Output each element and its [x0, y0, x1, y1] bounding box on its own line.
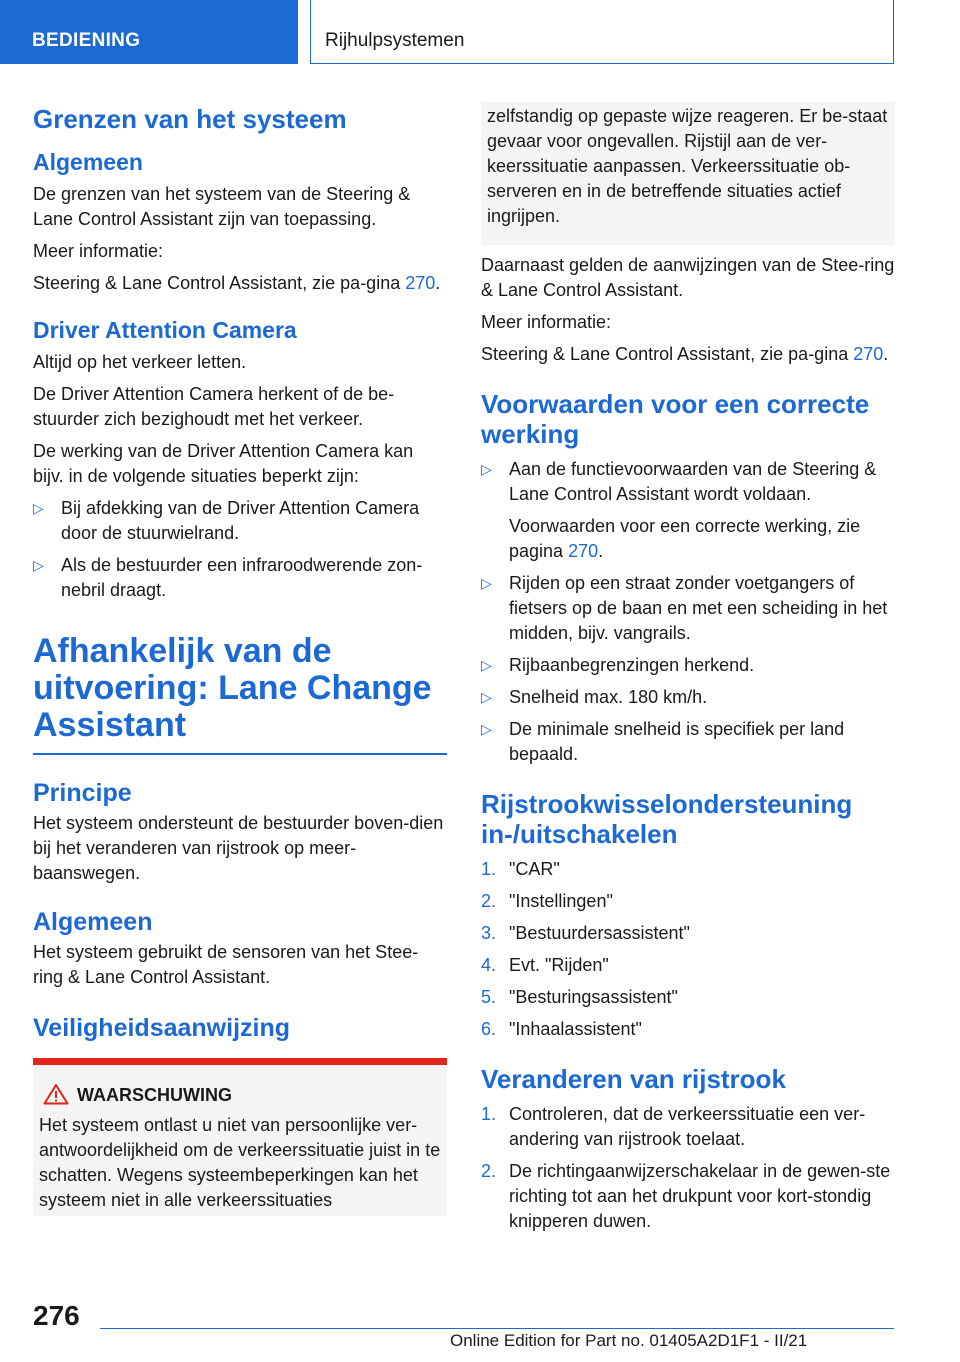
heading-general-1: Algemeen	[33, 149, 143, 175]
step-text: "Instellingen"	[509, 891, 613, 911]
warning-text-continued: zelfstandig op gepaste wijze reageren. Er be-staat gevaar voor ongevallen. Rijstijl aan de ver-keerssituatie aanpassen. Verkeerssituatie ob-serveren en in de betreffende situaties actief ingrijpen.	[487, 106, 888, 226]
list-item	[481, 921, 895, 946]
warning-text: Het systeem ontlast u niet van persoonlijke ver-antwoordelijkheid om de verkeerssituatie juist in te schatten. Wegens systeembeperkingen kan het systeem niet in alle verkeerssituaties	[39, 1115, 441, 1210]
page-link-270-b[interactable]: 270	[853, 344, 884, 364]
paragraph-dac-3: De werking van de Driver Attention Camera kan bijv. in de volgende situaties beperkt zijn:	[33, 441, 414, 486]
bullet-subtext-text: Voorwaarden voor een correcte werking, zie pagina	[509, 516, 861, 561]
warning-box	[33, 1058, 447, 1216]
heading-conditions: Voorwaarden voor een correcte werking	[481, 389, 870, 449]
list-item	[481, 571, 895, 646]
heading-underline	[33, 753, 447, 755]
warning-box-continued	[481, 102, 895, 245]
change-steps-list	[481, 1102, 895, 1234]
triangle-bullet-icon: ▷	[33, 557, 44, 573]
step-text: "CAR"	[509, 859, 560, 879]
list-item	[481, 1017, 895, 1042]
footer-edition: Online Edition for Part no. 01405A2D1F1 - II/21	[450, 1331, 808, 1350]
paragraph-dac-1: Altijd op het verkeer letten.	[33, 352, 247, 372]
step-text: Controleren, dat de verkeerssituatie een ver-andering van rijstrook toelaat.	[509, 1104, 866, 1149]
paragraph-also-applies: Daarnaast gelden de aanwijzingen van de Stee-ring & Lane Control Assistant.	[481, 255, 895, 300]
heading-principle: Principe	[33, 779, 132, 807]
step-text: "Besturingsassistent"	[509, 987, 678, 1007]
reference-text-1: Steering & Lane Control Assistant, zie pa-gina	[33, 273, 406, 293]
list-item	[33, 553, 447, 603]
heading-safety-notice: Veiligheidsaanwijzing	[33, 1014, 291, 1042]
list-item	[481, 653, 895, 678]
step-number: 6.	[481, 1019, 497, 1039]
bullet-text: Snelheid max. 180 km/h.	[509, 687, 708, 707]
header-section-tab	[0, 0, 298, 64]
warning-title	[39, 1083, 441, 1107]
bullet-subtext: Voorwaarden voor een correcte werking, zie pagina 270.	[509, 516, 861, 561]
conditions-bullet-list	[481, 457, 895, 767]
step-number: 1.	[481, 859, 497, 879]
paragraph-more-info-2: Meer informatie:	[481, 312, 612, 332]
step-text: De richtingaanwijzerschakelaar in de gewen-ste richting tot aan het drukpunt voor kort-stondig knipperen duwen.	[509, 1161, 891, 1231]
reference-text-2: Steering & Lane Control Assistant, zie pa-gina	[481, 344, 854, 364]
heading-general-2: Algemeen	[33, 908, 153, 936]
left-column	[33, 96, 447, 1216]
list-item	[481, 717, 895, 767]
list-item	[481, 857, 895, 882]
step-text: "Bestuurdersassistent"	[509, 923, 690, 943]
step-text: "Inhaalassistent"	[509, 1019, 642, 1039]
step-number: 3.	[481, 923, 497, 943]
right-column	[481, 102, 895, 1234]
step-number: 1.	[481, 1104, 497, 1124]
step-number: 4.	[481, 955, 497, 975]
page-link-270-c[interactable]: 270	[568, 541, 599, 561]
header-section-label: BEDIENING	[32, 30, 141, 51]
step-number: 2.	[481, 1161, 497, 1181]
bullet-text: Rijbaanbegrenzingen herkend.	[509, 655, 755, 675]
list-item	[481, 953, 895, 978]
paragraph-dac-2: De Driver Attention Camera herkent of de be-stuurder zich bezighoudt met het verkeer.	[33, 384, 395, 429]
heading-toggle-lane-change: Rijstrookwisselondersteuning in-/uitschakelen	[481, 789, 853, 849]
heading-limits: Grenzen van het systeem	[33, 104, 347, 134]
list-item	[481, 1159, 895, 1234]
bullet-text: Als de bestuurder een infraroodwerende zon-nebril draagt.	[61, 555, 423, 600]
list-item	[481, 685, 895, 710]
paragraph-principle: Het systeem ondersteunt de bestuurder boven-dien bij het veranderen van rijstrook op meer-baanswegen.	[33, 813, 444, 883]
paragraph-general-1: De grenzen van het systeem van de Steering & Lane Control Assistant zijn van toepassing.	[33, 184, 411, 229]
paragraph-reference-1: Steering & Lane Control Assistant, zie pa-gina 270.	[33, 273, 441, 293]
list-item	[33, 496, 447, 546]
heading-change-lane: Veranderen van rijstrook	[481, 1064, 786, 1094]
dac-bullet-list	[33, 496, 447, 603]
step-number: 5.	[481, 987, 497, 1007]
heading-driver-attention-camera: Driver Attention Camera	[33, 317, 297, 343]
warning-triangle-icon	[43, 1083, 69, 1105]
paragraph-reference-2: Steering & Lane Control Assistant, zie pa-gina 270.	[481, 344, 889, 364]
heading-lane-change-assistant: Afhankelijk van de uitvoering: Lane Change Assistant	[33, 632, 432, 744]
triangle-bullet-icon: ▷	[481, 721, 492, 737]
triangle-bullet-icon: ▷	[481, 575, 492, 591]
bullet-text: Aan de functievoorwaarden van de Steering & Lane Control Assistant wordt voldaan.	[509, 459, 877, 504]
triangle-bullet-icon: ▷	[481, 657, 492, 673]
footer-divider	[100, 1328, 894, 1329]
header-chapter-label: Rijhulpsystemen	[325, 30, 465, 51]
toggle-steps-list	[481, 857, 895, 1042]
warning-title-text: WAARSCHUWING	[77, 1085, 232, 1105]
bullet-text: De minimale snelheid is specifiek per land bepaald.	[509, 719, 845, 764]
page-number: 276	[33, 1300, 80, 1331]
bullet-text: Rijden op een straat zonder voetgangers of fietsers op de baan en met een scheiding in het midden, bijv. vangrails.	[509, 573, 888, 643]
paragraph-more-info-1: Meer informatie:	[33, 241, 164, 261]
list-item	[481, 457, 895, 564]
triangle-bullet-icon: ▷	[481, 461, 492, 477]
step-number: 2.	[481, 891, 497, 911]
paragraph-general-2: Het systeem gebruikt de sensoren van het Stee-ring & Lane Control Assistant.	[33, 942, 419, 987]
list-item	[481, 889, 895, 914]
triangle-bullet-icon: ▷	[481, 689, 492, 705]
list-item	[481, 985, 895, 1010]
bullet-text: Bij afdekking van de Driver Attention Camera door de stuurwielrand.	[61, 498, 420, 543]
header-chapter-box	[310, 0, 894, 64]
page-link-270-a[interactable]: 270	[405, 273, 436, 293]
step-text: Evt. "Rijden"	[509, 955, 609, 975]
list-item	[481, 1102, 895, 1152]
triangle-bullet-icon: ▷	[33, 500, 44, 516]
